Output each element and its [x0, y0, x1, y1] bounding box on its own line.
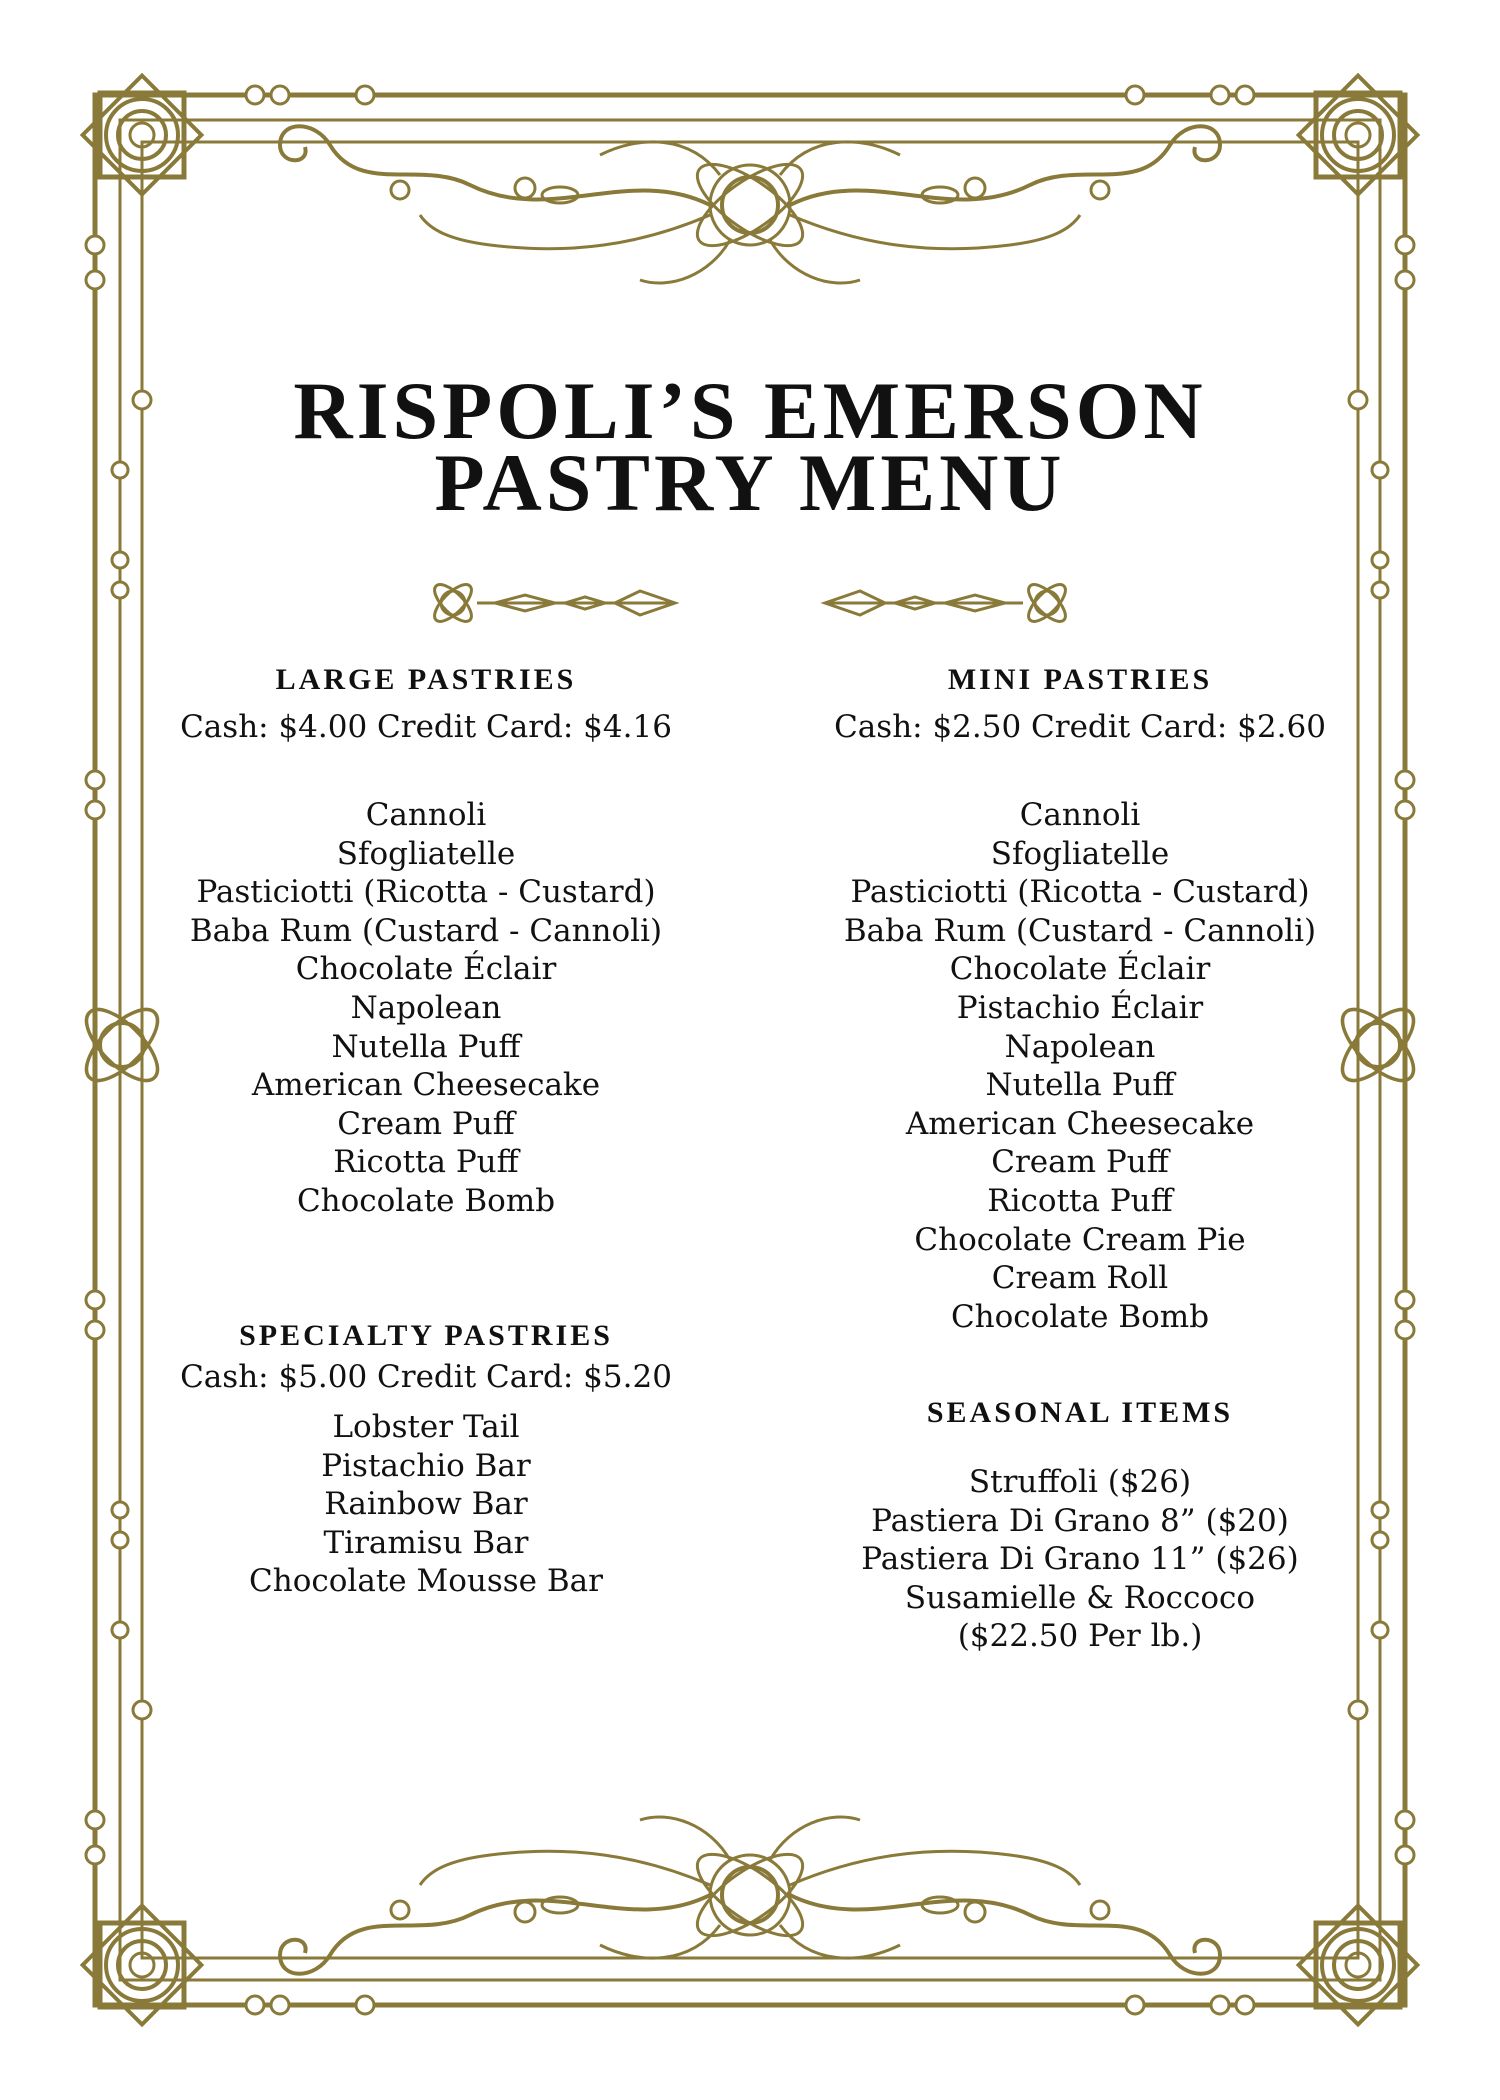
specialty-pastries-section	[146, 1316, 706, 1601]
list-item: Tiramisu Bar	[323, 1524, 529, 1561]
list-item: American Cheesecake	[251, 1067, 601, 1104]
list-item: Sfogliatelle	[336, 835, 516, 872]
divider-ornament-right	[815, 575, 1075, 631]
title-line-1: RISPOLI’S EMERSON	[293, 365, 1207, 456]
specialty-pastries-price: Cash: $5.00 Credit Card: $5.20	[180, 1359, 672, 1395]
list-item: Chocolate Mousse Bar	[249, 1563, 603, 1600]
list-item: Pastiera Di Grano 8” ($20)	[871, 1502, 1289, 1539]
list-item: Pasticiotti (Ricotta - Custard)	[196, 874, 656, 911]
list-item: Chocolate Éclair	[949, 951, 1211, 988]
list-item: Chocolate Cream Pie	[914, 1221, 1246, 1258]
list-item: Ricotta Puff	[987, 1182, 1173, 1219]
list-item: Chocolate Bomb	[296, 1182, 556, 1219]
list-item: American Cheesecake	[905, 1105, 1255, 1142]
large-pastries-price: Cash: $4.00 Credit Card: $4.16	[180, 709, 672, 745]
list-item: Cannoli	[365, 797, 487, 833]
specialty-pastries-list	[146, 1408, 706, 1601]
seasonal-items-list	[800, 1463, 1360, 1656]
list-item: Pasticiotti (Ricotta - Custard)	[850, 874, 1310, 911]
list-item: Pastiera Di Grano 11” ($26)	[861, 1541, 1299, 1578]
specialty-pastries-heading: SPECIALTY PASTRIES	[239, 1319, 613, 1352]
mini-pastries-list	[800, 796, 1360, 1336]
seasonal-items-section	[800, 1393, 1360, 1656]
large-pastries-section	[146, 660, 706, 1221]
list-item: Pistachio Bar	[321, 1447, 531, 1484]
seasonal-items-heading: SEASONAL ITEMS	[926, 1396, 1234, 1429]
divider-ornament-left	[425, 575, 685, 631]
list-item: ($22.50 Per lb.)	[957, 1618, 1203, 1655]
list-item: Chocolate Éclair	[295, 951, 557, 988]
list-item: Baba Rum (Custard - Cannoli)	[189, 912, 663, 949]
list-item: Nutella Puff	[985, 1067, 1175, 1104]
mini-pastries-price: Cash: $2.50 Credit Card: $2.60	[834, 709, 1326, 745]
list-item: Napolean	[350, 989, 502, 1026]
list-item: Baba Rum (Custard - Cannoli)	[843, 912, 1317, 949]
list-item: Struffoli ($26)	[968, 1464, 1192, 1500]
list-item: Cannoli	[1019, 797, 1141, 833]
list-item: Nutella Puff	[331, 1028, 521, 1065]
mini-pastries-heading: MINI PASTRIES	[947, 663, 1213, 696]
list-item: Cream Puff	[991, 1144, 1169, 1181]
list-item: Rainbow Bar	[324, 1486, 528, 1523]
list-item: Sfogliatelle	[990, 835, 1170, 872]
mini-pastries-section	[800, 660, 1360, 1336]
list-item: Cream Puff	[337, 1105, 515, 1142]
large-pastries-heading: LARGE PASTRIES	[275, 663, 577, 696]
page-title	[0, 365, 1500, 528]
list-item: Napolean	[1004, 1028, 1156, 1065]
list-item: Ricotta Puff	[333, 1144, 519, 1181]
list-item: Pistachio Éclair	[956, 989, 1204, 1026]
list-item: Lobster Tail	[332, 1409, 520, 1445]
title-line-2: PASTRY MENU	[434, 437, 1066, 528]
list-item: Susamielle & Roccoco	[904, 1579, 1256, 1616]
list-item: Cream Roll	[991, 1260, 1169, 1297]
list-item: Chocolate Bomb	[950, 1298, 1210, 1335]
large-pastries-list	[146, 796, 706, 1221]
